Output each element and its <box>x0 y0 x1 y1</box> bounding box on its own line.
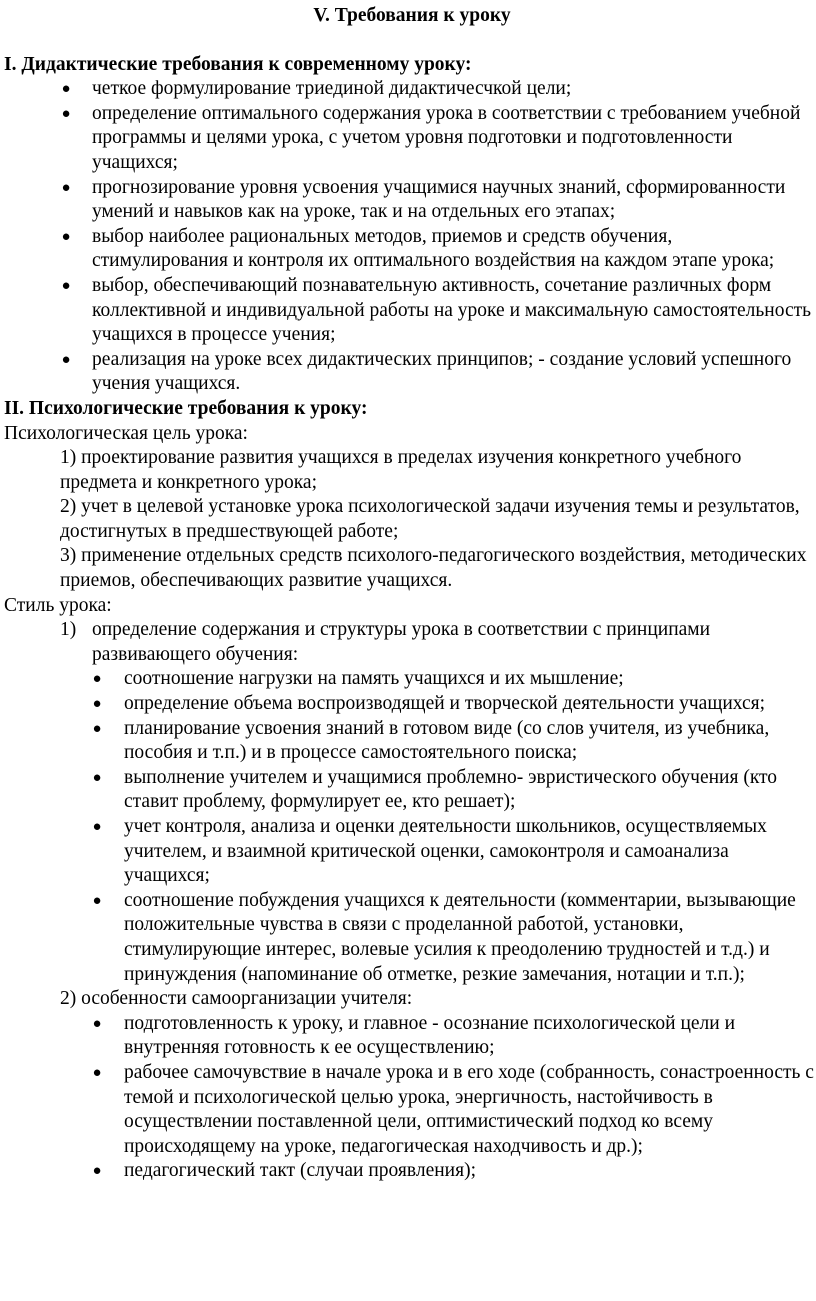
list-item: ● прогнозирование уровня усвоения учащимися научных знаний, сформированности умений и навыков как на уроке, так и на отдельных его этапах; <box>61 176 786 223</box>
list-item: ● выбор наиболее рациональных методов, приемов и средств обучения, стимулирования и контроля их оптимального воздействия на каждом этапе урока; <box>61 225 775 272</box>
list-item: ● подготовленность к уроку, и главное - осознание психологической цели и внутренняя готовность к ее осуществлению; <box>92 1012 736 1059</box>
style-item-1: 1) определение содержания и структуры урока в соответствии с принципами развивающего обучения: <box>60 619 711 665</box>
list-item: ● соотношение нагрузки на память учащихся и их мышление; <box>0 667 816 692</box>
bullet-icon: ● <box>92 819 102 835</box>
bullet-icon: ● <box>61 228 71 245</box>
list-item: ● рабочее самочувствие в начале урока и в его ходе (собранность, сонастроенность с темой и психологической целью урока, энергичность, настойчивость в осуществлении поставленной цели, оптимистический подход ко всему происходящему на уроке, педагогическая находчивость и др.); <box>92 1061 814 1157</box>
list-item: ● определение оптимального содержания урока в соответствии с требованием учебной программы и целями урока, с учетом уровня подготовки и подготовленности учащихся; <box>61 102 801 173</box>
teacher-self-organization-list <box>0 1012 816 1184</box>
document-title: V. Требования к уроку <box>313 5 511 26</box>
lesson-style-list <box>0 618 816 667</box>
list-item: ● планирование усвоения знаний в готовом виде (со слов учителя, из учебника, пособия и т.п.) и в процессе самостоятельного поиска; <box>92 717 770 764</box>
bullet-icon: ● <box>61 351 71 368</box>
bullet-icon: ● <box>92 769 102 786</box>
section-psychological-heading: II. Психологические требования к уроку: <box>4 397 368 419</box>
bullet-icon: ● <box>92 892 102 909</box>
list-item: ● учет контроля, анализа и оценки деятельности школьников, осуществляемых учителем, и взаимной критической оценки, самоконтроля и самоанализа учащихся; <box>92 816 767 887</box>
list-item: ● четкое формулирование триединой дидактичесчкой цели; <box>0 77 816 102</box>
list-item: ● педагогический такт (случаи проявления); <box>0 1159 816 1184</box>
bullet-icon: ● <box>61 277 71 294</box>
bullet-icon: ● <box>92 1015 102 1032</box>
style-item-2: 2) особенности самоорганизации учителя: <box>60 988 413 1010</box>
section-didactic-heading: I. Дидактические требования к современному уроку: <box>4 53 472 75</box>
bullet-icon: ● <box>92 1163 102 1180</box>
bullet-icon: ● <box>92 720 102 737</box>
goal-item: 1) проектирование развития учащихся в пределах изучения конкретного учебного предмета и конкретного урока; <box>60 447 742 493</box>
developmental-learning-list <box>0 667 816 987</box>
list-item: ● выполнение учителем и учащимися проблемно- эвристического обучения (кто ставит проблему, формулирует ее, кто решает); <box>92 766 778 813</box>
bullet-icon: ● <box>61 81 71 98</box>
bullet-icon: ● <box>92 696 102 713</box>
bullet-icon: ● <box>92 1064 102 1081</box>
lesson-style-label: Стиль урока: <box>4 594 112 616</box>
goal-item: 3) применение отдельных средств психолого-педагогического воздействия, методических приемов, обеспечивающих развитие учащихся. <box>60 545 807 592</box>
list-item: ● соотношение побуждения учащихся к деятельности (комментарии, вызывающие положительные чувства в связи с проделанной работой, установки, стимулирующие интерес, волевые усилия к преодолению трудностей и т.д.) и принуждения (напоминание об отметке, резкие замечания, нотации и т.п.); <box>92 889 796 985</box>
bullet-icon: ● <box>61 105 71 122</box>
item-number: 1) <box>60 619 77 641</box>
bullet-icon: ● <box>92 671 102 688</box>
list-item: ● определение объема воспроизводящей и творческой деятельности учащихся; <box>0 692 816 717</box>
list-item: ● реализация на уроке всех дидактических принципов; - создание условий успешного учения учащихся. <box>61 348 792 395</box>
bullet-icon: ● <box>61 179 71 196</box>
list-item: ● выбор, обеспечивающий познавательную активность, сочетание различных форм коллективной и индивидуальной работы на уроке и максимальную самостоятельность учащихся в процессе учения; <box>61 274 812 346</box>
psychological-goal-label: Психологическая цель урока: <box>4 422 248 444</box>
goal-item: 2) учет в целевой установке урока психологической задачи изучения темы и результатов, достигнутых в предшествующей работе; <box>60 496 800 542</box>
didactic-requirements-list <box>0 77 816 397</box>
